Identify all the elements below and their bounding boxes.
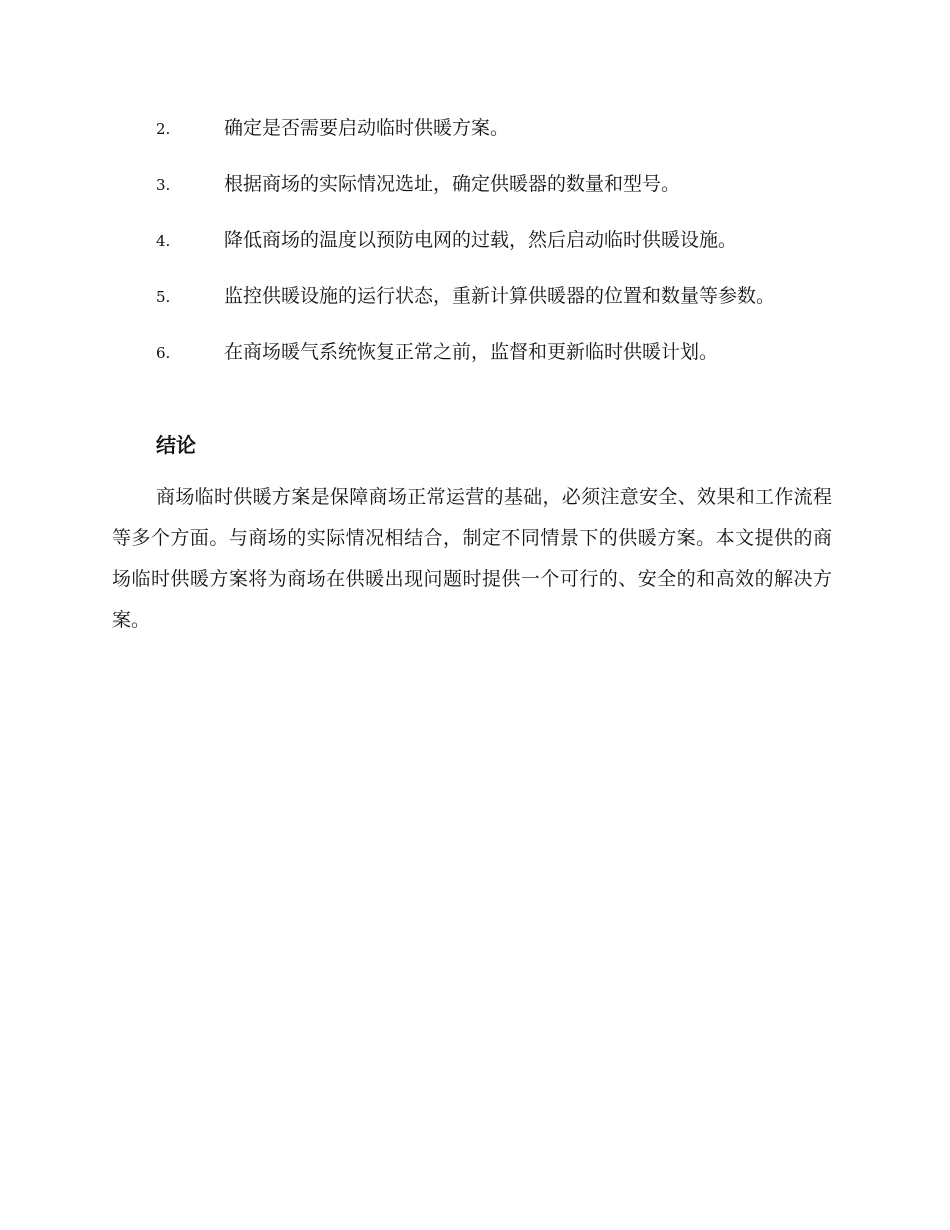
list-item bbox=[112, 332, 832, 374]
list-item-text: 监控供暖设施的运行状态，重新计算供暖器的位置和数量等参数。 bbox=[224, 285, 776, 307]
conclusion-paragraph: 商场临时供暖方案是保障商场正常运营的基础，必须注意安全、效果和工作流程等多个方面。与商场的实际情况相结合，制定不同情景下的供暖方案。本文提供的商场临时供暖方案将为商场在供暖出现问题时提供一个可行的、安全的和高效的解决方案。 bbox=[112, 486, 832, 631]
list-item bbox=[112, 220, 832, 262]
list-item-number: 4. bbox=[156, 232, 171, 250]
list-item-text: 在商场暖气系统恢复正常之前，监督和更新临时供暖计划。 bbox=[224, 341, 719, 363]
conclusion-heading: 结论 bbox=[156, 433, 196, 457]
list-item-number: 6. bbox=[156, 344, 171, 362]
list-item-number: 5. bbox=[156, 288, 171, 306]
list-item bbox=[112, 164, 832, 206]
list-item bbox=[112, 276, 832, 318]
list-item bbox=[112, 108, 832, 150]
list-item-number: 3. bbox=[156, 176, 171, 194]
list-item-text: 根据商场的实际情况选址，确定供暖器的数量和型号。 bbox=[224, 173, 681, 195]
list-item-number: 2. bbox=[156, 120, 171, 138]
list-item-text: 降低商场的温度以预防电网的过载，然后启动临时供暖设施。 bbox=[224, 229, 738, 251]
list-item-text: 确定是否需要启动临时供暖方案。 bbox=[224, 117, 510, 139]
steps-list bbox=[112, 108, 832, 388]
